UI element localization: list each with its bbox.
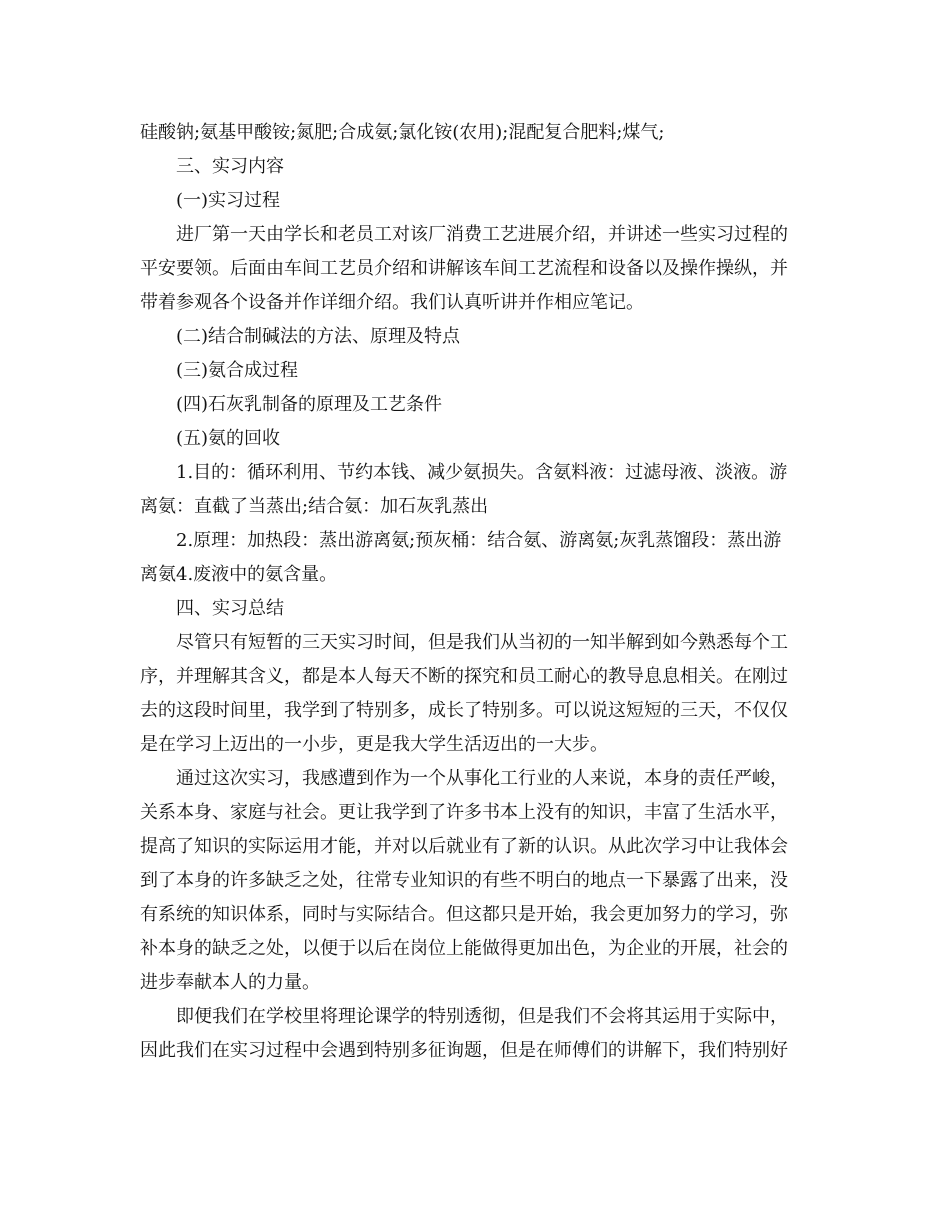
text-line: 即便我们在学校里将理论课学的特别透彻，但是我们不会将其运用于实际中， (176, 1006, 788, 1027)
subsection-heading: (三)氨合成过程 (176, 360, 299, 381)
text-line: 到了本身的许多缺乏之处，往常专业知识的有些不明白的地点一下暴露了出来，没 (140, 870, 788, 891)
text-line: 尽管只有短暂的三天实习时间，但是我们从当初的一知半解到如今熟悉每个工 (176, 632, 788, 653)
text-line: 关系本身、家庭与社会。更让我学到了许多书本上没有的知识，丰富了生活水平， (140, 802, 788, 823)
subsection-heading: (四)石灰乳制备的原理及工艺条件 (176, 394, 443, 415)
text-line: 2.原理：加热段：蒸出游离氨;预灰桶：结合氨、游离氨;灰乳蒸馏段：蒸出游 (176, 530, 782, 551)
text-line: 硅酸钠;氨基甲酸铵;氮肥;合成氨;氯化铵(农用);混配复合肥料;煤气; (140, 122, 665, 143)
text-line: 有系统的知识体系，同时与实际结合。但这都只是开始，我会更加努力的学习，弥 (140, 904, 788, 925)
section-heading: 三、实习内容 (176, 156, 284, 177)
text-line: 序，并理解其含义，都是本人每天不断的探究和员工耐心的教导息息相关。在刚过 (140, 666, 788, 687)
text-line: 去的这段时间里，我学到了特别多，成长了特别多。可以说这短短的三天，不仅仅 (140, 700, 788, 721)
section-heading: 四、实习总结 (176, 598, 284, 619)
text-line: 是在学习上迈出的一小步，更是我大学生活迈出的一大步。 (140, 734, 608, 755)
text-line: 因此我们在实习过程中会遇到特别多征询题，但是在师傅们的讲解下，我们特别好 (140, 1040, 788, 1061)
text-line: 通过这次实习，我感遭到作为一个从事化工行业的人来说，本身的责任严峻， (176, 768, 788, 789)
text-line: 补本身的缺乏之处，以便于以后在岗位上能做得更加出色，为企业的开展，社会的 (140, 938, 788, 959)
document-body (140, 116, 820, 1068)
subsection-heading: (一)实习过程 (176, 190, 281, 211)
text-line: 平安要领。后面由车间工艺员介绍和讲解该车间工艺流程和设备以及操作操纵，并 (140, 258, 788, 279)
subsection-heading: (二)结合制碱法的方法、原理及特点 (176, 326, 461, 347)
subsection-heading: (五)氨的回收 (176, 428, 281, 449)
text-line: 1.目的：循环利用、节约本钱、减少氨损失。含氨料液：过滤母液、淡液。游 (176, 462, 788, 483)
text-line: 带着参观各个设备并作详细介绍。我们认真听讲并作相应笔记。 (140, 292, 644, 313)
text-line: 进厂第一天由学长和老员工对该厂消费工艺进展介绍，并讲述一些实习过程的 (176, 224, 788, 245)
text-line: 离氨：直截了当蒸出;结合氨：加石灰乳蒸出 (140, 496, 489, 517)
text-line: 离氨4.废液中的氨含量。 (140, 564, 338, 585)
text-line: 提高了知识的实际运用才能，并对以后就业有了新的认识。从此次学习中让我体会 (140, 836, 788, 857)
text-line: 进步奉献本人的力量。 (140, 972, 320, 993)
